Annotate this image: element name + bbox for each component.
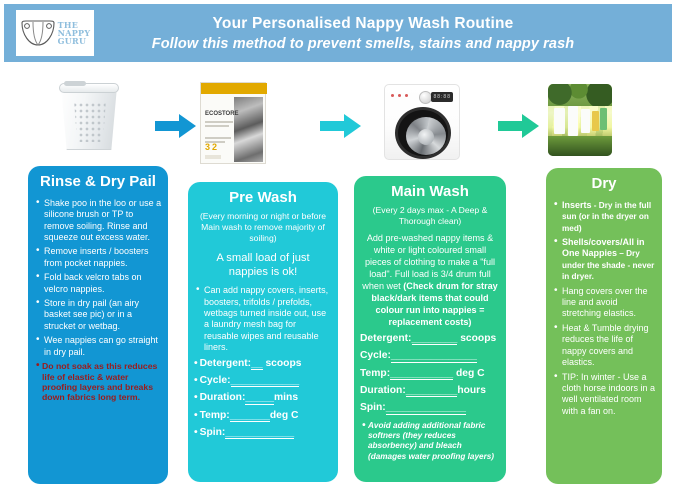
washing-machine-image <box>384 84 460 160</box>
paragraph-plain: Add pre-washed nappy items & white or light coloured small pieces of clothing to make a "full load". Full load is 3/4 drum full when wet <box>362 233 496 292</box>
pack-text-line <box>205 121 233 123</box>
field-label: Cycle: <box>360 350 391 362</box>
field-label: Detergent: <box>360 333 412 345</box>
panel-dry <box>546 168 662 484</box>
machine-indicator <box>398 94 401 97</box>
brand-logo <box>16 10 94 56</box>
field-suffix: deg C <box>453 367 485 379</box>
field-suffix: mins <box>274 392 299 404</box>
field-suffix: deg C <box>269 409 299 421</box>
field-label: Temp: <box>360 367 391 379</box>
field-detergent <box>188 359 338 370</box>
field-blank: _______ <box>229 409 270 421</box>
field-blank: ________ <box>411 333 458 345</box>
bullet-glyph: • <box>194 357 198 369</box>
field-label: Spin: <box>360 402 386 414</box>
panel-prewash-fields <box>188 359 338 439</box>
washing-machine-body <box>384 84 460 160</box>
panel-mainwash-fields <box>354 334 506 414</box>
field-blank: _______________ <box>390 350 477 362</box>
machine-indicator <box>405 94 408 97</box>
field-duration <box>354 386 506 397</box>
panel-prewash-highlight: A small load of just nappies is ok! <box>216 252 310 279</box>
list-item: • Remove inserts / boosters from pocket nappies. <box>36 246 162 269</box>
machine-control-panel <box>389 89 455 105</box>
foliage <box>548 84 612 106</box>
panel-mainwash-title: Main Wash <box>391 183 469 200</box>
field-spin <box>354 403 506 414</box>
bullet-glyph: • <box>194 375 198 387</box>
hanging-nappy <box>581 109 590 133</box>
panel-rinse-title: Rinse & Dry Pail <box>40 173 156 190</box>
panel-prewash-note: (Every morning or night or before Main wash to remove majority of soiling) <box>199 210 327 244</box>
field-suffix: scoops <box>457 333 497 345</box>
clothesline-image <box>548 84 612 156</box>
list-item <box>554 200 656 234</box>
machine-drum-hub <box>418 129 434 145</box>
list-item: • Hang covers over the line and avoid stretching elastics. <box>554 286 656 320</box>
field-duration <box>188 393 338 404</box>
field-label: Detergent: <box>199 357 252 369</box>
list-item: • Can add nappy covers, inserts, boosters, trifolds / prefolds, wetbags turned inside out, use a laundry mesh bag for reusable wipes and reusable liners. <box>196 285 332 354</box>
brand-wordmark <box>58 21 91 45</box>
field-label: Temp: <box>199 409 230 421</box>
list-item: • Heat & Tumble drying reduces the life of nappy covers and elastics. <box>554 323 656 369</box>
bullet-glyph: • <box>194 426 198 438</box>
bullet-lead: Inserts <box>562 199 592 210</box>
pack-footer <box>205 155 221 159</box>
list-item: • Shake poo in the loo or use a silicone brush or TP to remove soiling. Rinse and squeeze out excess water. <box>36 198 162 244</box>
hanging-nappy <box>592 111 599 131</box>
logo-line-1: THE <box>57 20 79 30</box>
machine-display-value: 88:88 <box>433 94 451 100</box>
machine-door <box>395 107 451 159</box>
panel-mainwash-note: (Every 2 days max - A Deep & Thorough clean) <box>372 204 488 226</box>
field-blank: _____ <box>245 392 275 404</box>
basket-perforations <box>72 102 108 142</box>
list-item: • Store in dry pail (an airy basket see pic) or in a strucket or wetbag. <box>36 298 162 332</box>
header-text-block <box>94 15 672 52</box>
list-item: • Fold back velcro tabs on velcro nappies. <box>36 272 162 295</box>
logo-line-3: GURU <box>57 36 87 46</box>
panel-dry-bullets <box>546 200 662 418</box>
field-blank: ______________ <box>385 402 466 414</box>
panel-rinse-and-dry-pail <box>28 166 168 484</box>
bullet-lead: Shells/covers/All in One Nappies <box>562 236 645 259</box>
hanging-nappy <box>554 108 565 134</box>
field-blank: ___________ <box>390 367 454 379</box>
field-cycle <box>354 351 506 362</box>
panel-dry-title: Dry <box>591 175 617 192</box>
basket-handle <box>64 81 86 86</box>
panel-pre-wash <box>188 182 338 482</box>
arrow-2-icon <box>320 112 362 140</box>
panel-prewash-bullets <box>188 285 338 354</box>
pack-text-line <box>205 137 231 139</box>
list-item: • TIP: In winter - Use a cloth horse indoors in a well ventilated room with a fan on. <box>554 372 656 418</box>
hanging-nappy <box>568 106 578 136</box>
field-temp <box>188 411 338 422</box>
field-label: Duration: <box>199 392 246 404</box>
field-blank: ____________ <box>230 375 300 387</box>
panel-mainwash-footnote <box>354 421 506 463</box>
field-temp <box>354 369 506 380</box>
panel-rinse-bullets <box>28 198 168 403</box>
list-item <box>554 237 656 283</box>
bullet-rest: - Dry in the full sun (or in the dryer on med) <box>562 200 652 233</box>
field-suffix: scoops <box>262 357 302 369</box>
clothesline-photo <box>548 84 612 156</box>
pack-top-band <box>201 83 267 94</box>
field-label: Duration: <box>360 384 406 396</box>
laundry-basket-image <box>58 80 122 160</box>
logo-line-2: NAPPY <box>57 28 91 38</box>
field-detergent <box>354 334 506 345</box>
bullet-glyph: • <box>194 392 198 404</box>
bullet-rest: – Dry under the shade - never in dryer. <box>562 249 655 282</box>
pack-brand: ECOSTORE <box>205 111 239 117</box>
nappy-icon <box>20 18 56 48</box>
warning-note: • Do not soak as this reduces life of elastic & water proofing layers and breaks down fabrics long term. <box>36 361 162 403</box>
pack-photo <box>234 97 263 162</box>
field-blank: __ <box>251 357 263 369</box>
hanging-nappy <box>600 108 607 130</box>
detergent-pack-image <box>200 82 266 164</box>
paragraph-bold: (Check drum for stray black/dark items that could colour run into nappies = replacement costs) <box>371 281 498 328</box>
panel-prewash-title: Pre Wash <box>229 189 297 206</box>
field-blank: ____________ <box>225 426 295 438</box>
arrow-3-icon <box>498 112 540 140</box>
detergent-box <box>200 82 266 164</box>
field-label: Spin: <box>199 426 226 438</box>
pack-number: 32 <box>205 142 220 152</box>
page-title: Your Personalised Nappy Wash Routine <box>212 14 514 32</box>
machine-indicator <box>391 94 394 97</box>
field-blank: _________ <box>405 384 458 396</box>
arrow-1-icon <box>155 112 197 140</box>
grass <box>548 136 612 156</box>
field-label: Cycle: <box>199 375 231 387</box>
panel-mainwash-paragraph <box>354 230 506 328</box>
field-suffix: hours <box>457 384 486 396</box>
header-banner <box>4 4 672 62</box>
list-item: • Wee nappies can go straight in dry pail. <box>36 335 162 358</box>
panel-main-wash <box>354 176 506 482</box>
field-cycle <box>188 376 338 387</box>
field-spin <box>188 428 338 439</box>
pack-text-line <box>205 125 229 127</box>
page-subtitle: Follow this method to prevent smells, stains and nappy rash <box>151 35 575 52</box>
bullet-glyph: • <box>194 409 198 421</box>
list-item: • Avoid adding additional fabric softners (they reduces absorbency) and bleach (damages water proofing layers) <box>362 421 500 463</box>
